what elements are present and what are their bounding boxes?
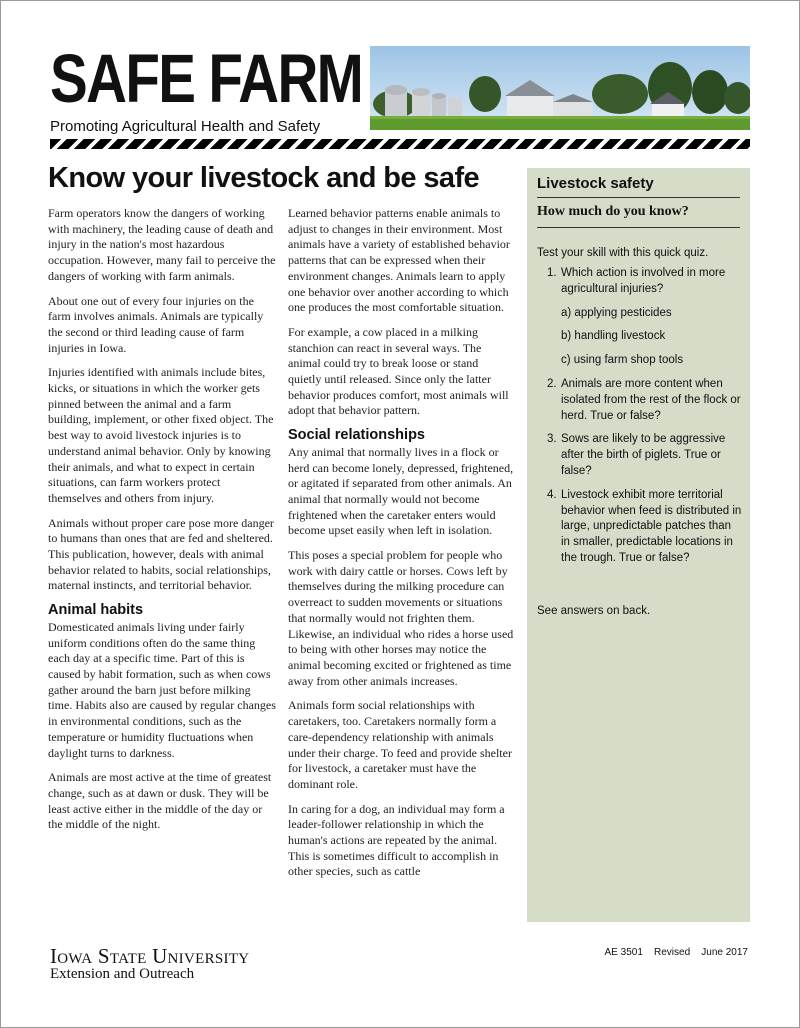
divider: [537, 197, 740, 198]
sidebar-subtitle: How much do you know?: [537, 204, 689, 219]
answers-note: See answers on back.: [537, 605, 651, 617]
answer-options: [561, 306, 742, 369]
safe-farm-logo: SAFE FARM: [50, 40, 363, 117]
section-heading-animal-habits: Animal habits: [48, 602, 144, 619]
article-column-2: [288, 206, 514, 889]
isu-subtitle: Extension and Outreach: [50, 966, 195, 982]
divider: [537, 227, 740, 228]
quiz-question: 1. Which action is involved in more agricultural injuries? a) applying pesticides b) handling livestock c) using farm shop tools: [547, 266, 742, 369]
quiz-question: 4. Livestock exhibit more territorial behavior when feed is distributed in large, unpredictable patches than in smaller, predictable locations in the trough. True or false?: [547, 488, 742, 564]
paragraph: Animals are most active at the time of greatest change, such as at dawn or dusk. They will be least active either in the middle of the day or the middle of the night.: [48, 770, 272, 832]
isu-logo-text: Iowa State University: [50, 944, 250, 968]
paragraph: For example, a cow placed in a milking stanchion can react in several ways. The animal could try to break loose or stand quietly until released. Since only the latter behavior produces comfort, most animals will adopt that behavior pattern.: [288, 324, 509, 418]
sidebar-title: Livestock safety: [537, 175, 654, 192]
paragraph: About one out of every four injuries on the farm involves animals. Animals are typically the second or third leading cause of farm injuries in Iowa.: [48, 293, 264, 355]
paragraph: This poses a special problem for people who work with dairy cattle or horses. Cows left by themselves during the milking procedure can overreact to sudden movements or situations that normally would not frighten them. Likewise, an individual who rides a horse used to being with other horses may notice the animal becoming excited or frightened as time away from other animals increases.: [288, 548, 514, 688]
section-heading-social-relationships: Social relationships: [288, 427, 425, 444]
paragraph: Any animal that normally lives in a flock or herd can become lonely, depressed, frightened, or agitated if separated from other animals. An animal that normally would not become frightened when the caretaker enters would become upset easily when left in isolation.: [288, 444, 514, 538]
answer-option: a) applying pesticides: [561, 306, 672, 319]
quiz-question: 3. Sows are likely to be aggressive after the birth of piglets. True or false?: [547, 433, 726, 477]
answer-option: b) handling livestock: [561, 330, 666, 343]
paragraph: Learned behavior patterns enable animals to adjust to changes in their environment. Most animals have a variety of established behavior patterns that can be expressed when their environment changes. Animals learn to apply one behavior over another according to which one produces the most comfortable situation.: [288, 206, 510, 315]
page-title: Know your livestock and be safe: [48, 162, 480, 194]
quiz-list: [547, 266, 742, 575]
paragraph: Farm operators know the dangers of working with machinery, the leading cause of death and injury in the nation's most hazardous occupation. However, many fail to perceive the dangers of working with farm animals.: [48, 206, 276, 283]
quiz-question: 2. Animals are more content when isolated from the rest of the flock or herd. True or false?: [547, 377, 741, 422]
livestock-safety-sidebar: [527, 168, 750, 922]
paragraph: Animals without proper care pose more danger to humans than ones that are fed and sheltered. This publication, however, deals with animal behavior related to habits, social relationships, maternal instincts, and territorial behavior.: [48, 515, 274, 593]
publication-info: AE 3501 Revised June 2017: [604, 947, 748, 958]
farm-photo: [370, 46, 750, 130]
hazard-stripe: [50, 139, 750, 149]
tagline: Promoting Agricultural Health and Safety: [50, 118, 321, 135]
answer-option: c) using farm shop tools: [561, 354, 684, 367]
paragraph: Domesticated animals living under fairly uniform conditions often do the same thing each day at a specific time. Part of this is caused by habit formation, such as when cows gather around the barn just before milking time. Habits also are caused by regular changes in environmental conditions, such as the temperature or humidity fluctuations when daylight turns to darkness.: [48, 619, 276, 760]
paragraph: Animals form social relationships with caretakers, too. Caretakers normally form a care-dependency relationship with animals under their charge. To feed and provide shelter for livestock, a caretaker must have the dominant role.: [288, 698, 512, 791]
paragraph: In caring for a dog, an individual may form a leader-follower relationship in which the human's actions are repeated by the animal. This is sometimes difficult to accomplish in other species, such as cattle: [288, 801, 505, 879]
article-column-1: [48, 206, 276, 842]
paragraph: Injuries identified with animals include bites, kicks, or situations in which the worker gets pinned between the animal and a farm building, implement, or other fixed object. The best way to avoid livestock injuries is to understand animal behavior. Only by knowing their animals, and what to expect in certain situations, can farm workers protect themselves and others from injury.: [48, 365, 274, 505]
quiz-intro: Test your skill with this quick quiz.: [537, 247, 709, 259]
